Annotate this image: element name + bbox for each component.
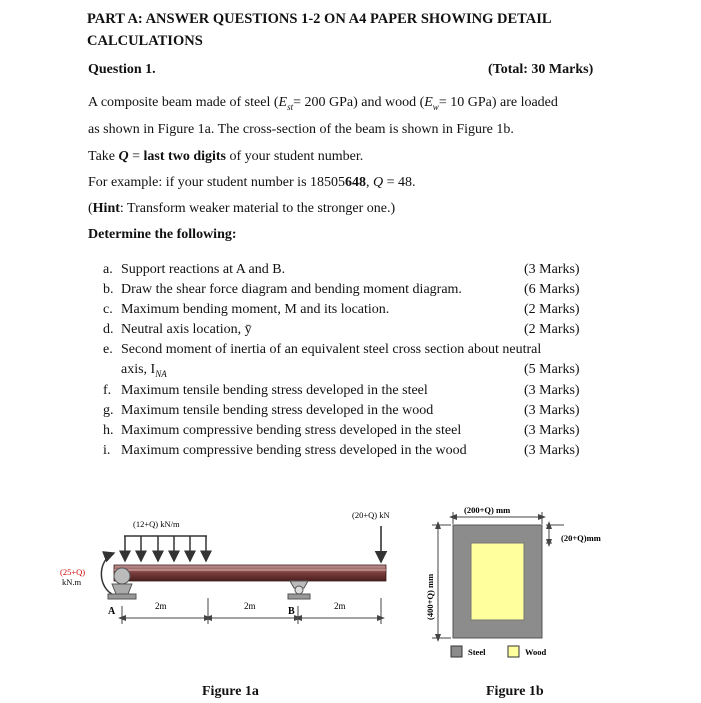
question-label: Question 1. [88, 62, 156, 77]
item-marks: (3 Marks) [524, 383, 580, 398]
item-label: i. [103, 443, 111, 458]
item-marks: (2 Marks) [524, 302, 580, 317]
intro-line-5: (Hint: Transform weaker material to the stronger one.) [88, 201, 396, 216]
width-label: (200+Q) mm [464, 505, 511, 515]
legend-steel-swatch [451, 646, 462, 657]
intro-line-3: Take Q = last two digits of your student number. [88, 149, 364, 164]
intro-line-4: For example: if your student number is 18505648, Q = 48. [88, 175, 416, 190]
item-text: Second moment of inertia of an equivalent steel cross section about neutral [121, 342, 542, 357]
height-label: (400+Q) mm [425, 573, 435, 620]
item-label: d. [103, 322, 114, 337]
udl-label: (12+Q) kN/m [133, 519, 180, 529]
span-label-3: 2m [334, 601, 346, 611]
item-text: Draw the shear force diagram and bending moment diagram. [121, 282, 462, 297]
item-label: b. [103, 282, 114, 297]
span-label-1: 2m [155, 601, 167, 611]
item-marks: (2 Marks) [524, 322, 580, 337]
item-text: Maximum compressive bending stress developed in the steel [121, 423, 462, 438]
item-label: f. [103, 383, 112, 398]
legend-wood: Wood [525, 647, 547, 657]
question-total: (Total: 30 Marks) [488, 62, 594, 77]
item-label: e. [103, 342, 113, 357]
item-text: Maximum bending moment, M and its location. [121, 302, 390, 317]
figure-1a-caption: Figure 1a [202, 684, 259, 699]
figure-1a-diagram [58, 498, 398, 638]
point-load-label: (20+Q) kN [352, 510, 390, 520]
item-text: Support reactions at A and B. [121, 262, 286, 277]
thickness-label: (20+Q)mm [561, 533, 601, 543]
item-marks: (5 Marks) [524, 362, 580, 377]
item-marks: (3 Marks) [524, 423, 580, 438]
label-a: A [108, 606, 116, 617]
item-marks: (3 Marks) [524, 443, 580, 458]
intro-line-1: A composite beam made of steel ($E_{st}= 200$ GPa) and wood ($E_w= 10$ GPa) are loaded [88, 95, 558, 112]
moment-label-2: kN.m [62, 577, 82, 587]
title-line-2: CALCULATIONS [87, 33, 203, 49]
page-title [87, 8, 647, 52]
moment-arrow [101, 553, 114, 595]
item-marks: (3 Marks) [524, 403, 580, 418]
item-label: h. [103, 423, 114, 438]
label-b: B [288, 606, 295, 617]
title-line-1: PART A: ANSWER QUESTIONS 1-2 ON A4 PAPER SHOWING DETAIL [87, 11, 552, 27]
item-text-cont: axis, $I_{NA}$ [121, 362, 167, 379]
figure-1b-cross-section [418, 498, 618, 668]
support-b [288, 581, 310, 599]
legend-steel: Steel [468, 647, 486, 657]
intro-line-2: as shown in Figure 1a. The cross-section of the beam is shown in Figure 1b. [88, 122, 514, 137]
beam [114, 565, 386, 581]
span-label-2: 2m [244, 601, 256, 611]
item-text: Maximum tensile bending stress developed in the wood [121, 403, 434, 418]
item-label: g. [103, 403, 114, 418]
udl-arrows [125, 536, 206, 561]
item-text: Maximum compressive bending stress developed in the wood [121, 443, 467, 458]
item-marks: (3 Marks) [524, 262, 580, 277]
item-text: Maximum tensile bending stress developed in the steel [121, 383, 428, 398]
figure-1b-caption: Figure 1b [486, 684, 544, 699]
item-label: a. [103, 262, 113, 277]
legend-wood-swatch [508, 646, 519, 657]
item-text: Neutral axis location, ȳ [121, 322, 252, 337]
wood-core [471, 543, 524, 620]
item-label: c. [103, 302, 113, 317]
item-marks: (6 Marks) [524, 282, 580, 297]
determine-heading: Determine the following: [88, 227, 237, 242]
moment-label-1: (25+Q) [60, 567, 86, 577]
